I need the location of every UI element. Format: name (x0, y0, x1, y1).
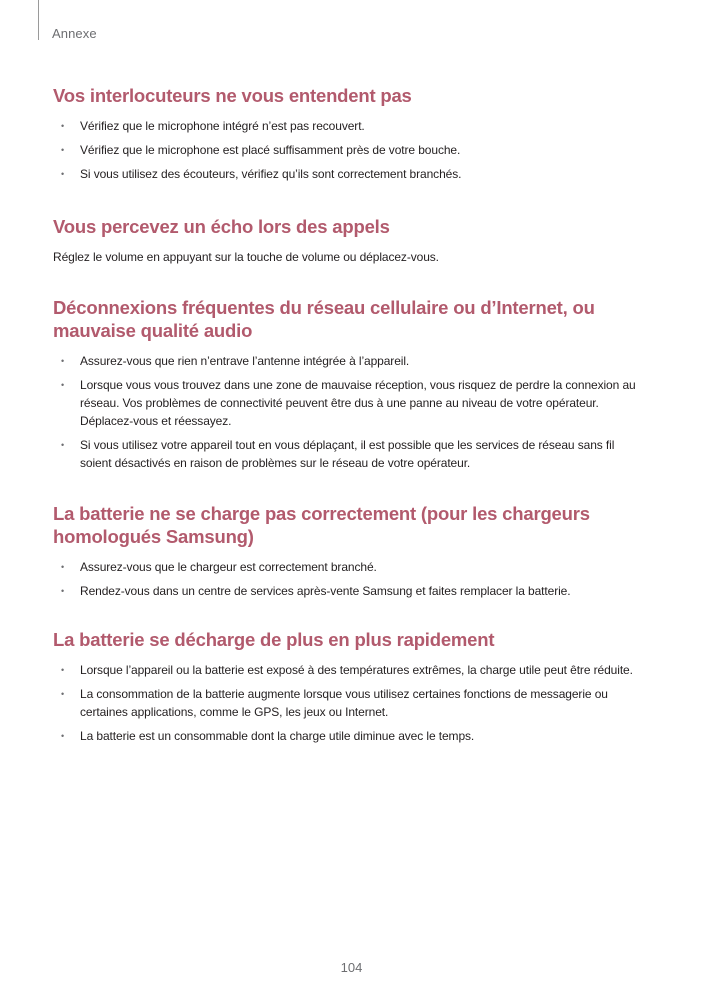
section-paragraph: Réglez le volume en appuyant sur la touche de volume ou déplacez-vous. (53, 250, 439, 264)
section-title: La batterie ne se charge pas correctement (pour les chargeurs homologués Samsung) (53, 503, 590, 547)
list-item (53, 558, 643, 576)
bullet-glyph: • (61, 121, 65, 131)
bullet-list (53, 558, 643, 600)
bullet-list (53, 661, 643, 745)
list-item (53, 685, 643, 721)
list-item-text: Rendez-vous dans un centre de services après-vente Samsung et faites remplacer la batterie. (80, 584, 571, 598)
section-title: Déconnexions fréquentes du réseau cellulaire ou d’Internet, ou mauvaise qualité audio (53, 297, 595, 341)
bullet-glyph: • (61, 562, 65, 572)
list-item (53, 436, 643, 472)
bullet-glyph: • (61, 731, 65, 741)
bullet-glyph: • (61, 689, 65, 699)
list-item-text: La batterie est un consommable dont la charge utile diminue avec le temps. (80, 729, 475, 743)
page-content (53, 84, 643, 751)
section-battery-not-charging (53, 502, 643, 600)
list-item-text: Vérifiez que le microphone est placé suffisamment près de votre bouche. (80, 143, 461, 157)
list-item (53, 376, 643, 430)
list-item (53, 582, 643, 600)
list-item-text: Lorsque vous vous trouvez dans une zone de mauvaise réception, vous risquez de perdre la connexion au réseau. Vos problèmes de connectivité peuvent être dus à une panne au niveau de votre opérateur. Déplacez-vous et réessayez. (80, 378, 636, 428)
section-network-disconnections (53, 296, 643, 472)
margin-rule (38, 0, 39, 40)
running-header: Annexe (52, 26, 97, 41)
section-battery-drains-faster (53, 628, 643, 745)
list-item-text: La consommation de la batterie augmente lorsque vous utilisez certaines fonctions de messagerie ou certaines applications, comme le GPS, les jeux ou Internet. (80, 687, 608, 719)
list-item-text: Lorsque l’appareil ou la batterie est exposé à des températures extrêmes, la charge utile peut être réduite. (80, 663, 633, 677)
section-title: La batterie se décharge de plus en plus rapidement (53, 629, 495, 650)
bullet-list (53, 117, 643, 183)
section-interlocutors-cannot-hear (53, 84, 643, 183)
list-item (53, 352, 643, 370)
list-item (53, 117, 643, 135)
bullet-glyph: • (61, 169, 65, 179)
bullet-glyph: • (61, 356, 65, 366)
bullet-list (53, 352, 643, 472)
section-title: Vous percevez un écho lors des appels (53, 216, 390, 237)
section-title: Vos interlocuteurs ne vous entendent pas (53, 85, 412, 106)
bullet-glyph: • (61, 145, 65, 155)
page-number: 104 (340, 960, 363, 975)
list-item-text: Assurez-vous que le chargeur est correctement branché. (80, 560, 377, 574)
bullet-glyph: • (61, 380, 65, 390)
list-item (53, 727, 643, 745)
list-item (53, 165, 643, 183)
bullet-glyph: • (61, 665, 65, 675)
list-item-text: Si vous utilisez votre appareil tout en vous déplaçant, il est possible que les services de réseau sans fil soient désactivés en raison de problèmes sur le réseau de votre opérateur. (80, 438, 615, 470)
list-item-text: Si vous utilisez des écouteurs, vérifiez qu’ils sont correctement branchés. (80, 167, 462, 181)
bullet-glyph: • (61, 440, 65, 450)
bullet-glyph: • (61, 586, 65, 596)
list-item (53, 661, 643, 679)
list-item-text: Vérifiez que le microphone intégré n’est pas recouvert. (80, 119, 365, 133)
section-echo-during-calls (53, 215, 643, 266)
list-item (53, 141, 643, 159)
list-item-text: Assurez-vous que rien n’entrave l’antenne intégrée à l’appareil. (80, 354, 410, 368)
